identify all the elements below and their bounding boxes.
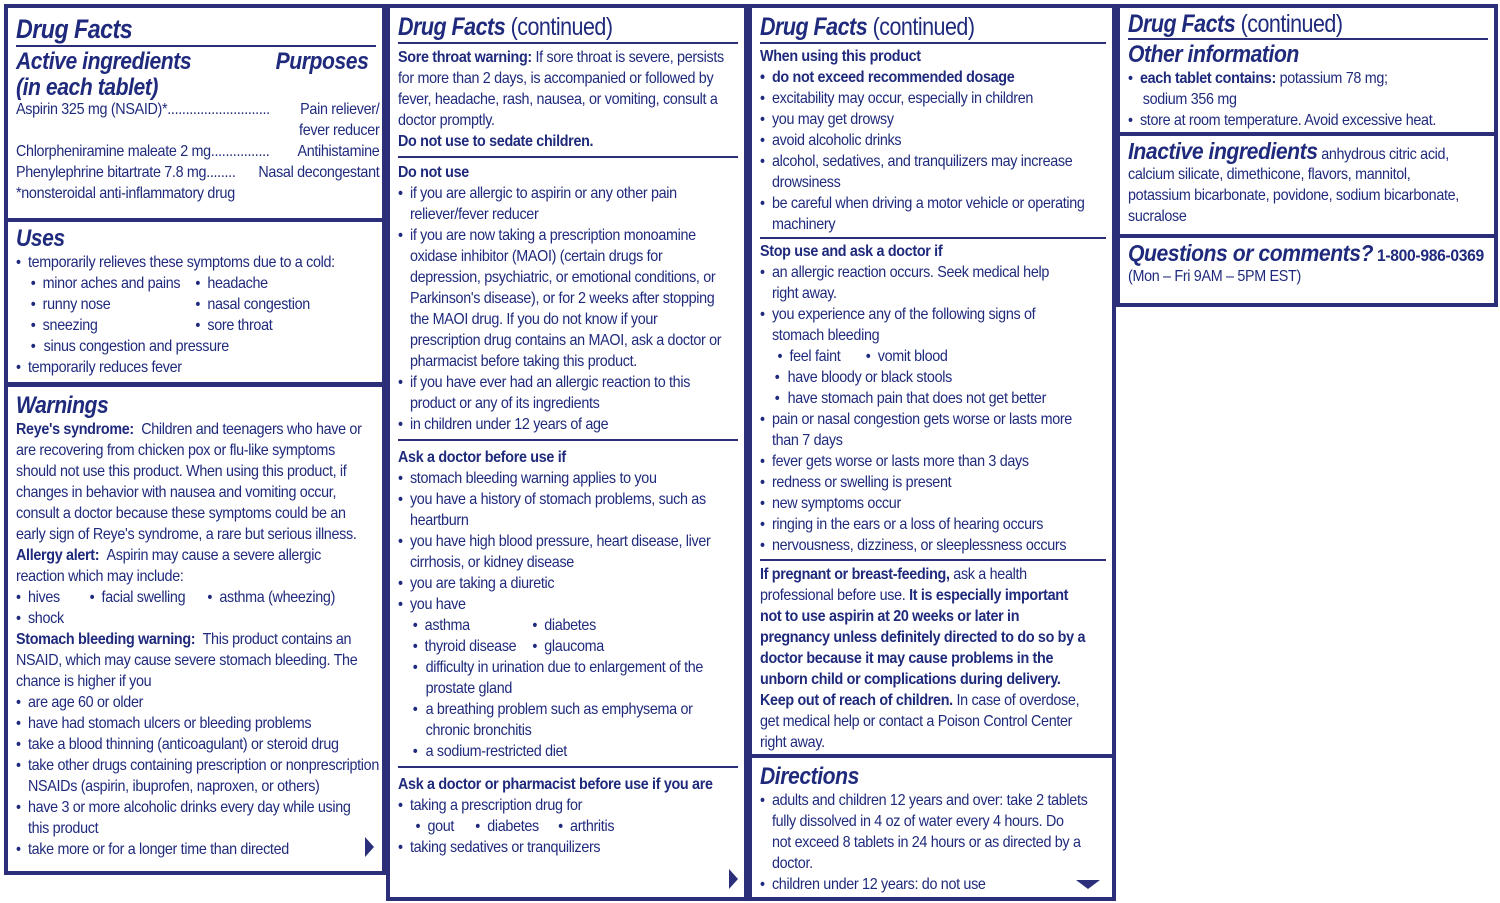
ingredient-name: Chlorpheniramine maleate 2 mg xyxy=(16,143,211,160)
reye-line: consult a doctor because these symptoms could be an xyxy=(16,505,346,522)
potassium-value: potassium 78 mg; xyxy=(1275,70,1388,87)
purposes-heading: Purposes xyxy=(275,48,368,75)
continued-text: (continued) xyxy=(1235,10,1343,38)
ask-doctor-heading: Ask a doctor before use if xyxy=(398,449,566,466)
stop-use-heading: Stop use and ask a doctor if xyxy=(760,243,943,260)
warnings-section xyxy=(8,387,382,871)
do-not-use-item: depression, psychiatric, or emotional conditions, or xyxy=(409,269,716,286)
condition-item: • a sodium-restricted diet xyxy=(398,741,711,762)
reye-line: Children and teenagers who have or xyxy=(141,421,362,438)
ingredient-name: Phenylephrine bitartrate 7.8 mg xyxy=(16,164,207,181)
drug-facts-continued-title xyxy=(398,12,690,42)
sodium-value: sodium 356 mg xyxy=(1142,91,1237,108)
continue-arrow-icon xyxy=(1076,880,1100,889)
stomach-label: Stomach bleeding warning: xyxy=(16,631,196,648)
continued-panel-3 xyxy=(752,8,1112,754)
ingredient-name: Aspirin 325 mg (NSAID)* xyxy=(16,101,168,118)
pregnant-text: ask a health xyxy=(949,566,1027,583)
uses-symptom: • sore throat xyxy=(195,315,272,336)
storage-info: • store at room temperature. Avoid excessive heat. xyxy=(1128,110,1459,131)
directions-heading: Directions xyxy=(760,763,859,790)
stop-use-item: • fever gets worse or lasts more than 3 days xyxy=(760,451,1078,472)
reye-line: early sign of Reye's syndrome, a rare but serious illness. xyxy=(16,526,357,543)
hours: (Mon – Fri 9AM – 5PM EST) xyxy=(1128,268,1301,285)
uses-symptom: • sneezing xyxy=(31,315,98,336)
ask-doctor-list xyxy=(398,468,738,615)
stomach-line: This product contains an xyxy=(202,631,352,648)
uses-row xyxy=(16,294,347,315)
sore-throat-label: Sore throat warning: xyxy=(398,49,532,66)
pregnancy-line: pregnancy unless definitely directed to do so by a xyxy=(760,629,1086,646)
ask-doctor-item: • you have xyxy=(398,594,711,615)
stop-use-item: • you experience any of the following signs of xyxy=(760,304,1078,325)
uses-symptom: • nasal congestion xyxy=(195,294,309,315)
ingredient-purpose: Pain reliever/ xyxy=(300,101,380,118)
allergy-item: • shock xyxy=(16,608,347,629)
stomach-risk-item: • have 3 or more alcoholic drinks every day while using xyxy=(16,797,347,818)
direction-item: doctor. xyxy=(771,855,813,872)
title-text: Drug Facts xyxy=(398,13,506,41)
do-not-use-item: Parkinson's disease), or for 2 weeks after stopping xyxy=(409,290,715,307)
pharm-item: • taking sedatives or tranquilizers xyxy=(398,837,711,858)
active-ingredient-row xyxy=(16,141,379,162)
reye-label: Reye's syndrome: xyxy=(16,421,134,438)
stomach-risk-item: • have had stomach ulcers or bleeding problems xyxy=(16,713,347,734)
stop-use-list xyxy=(760,262,1106,346)
questions-section xyxy=(1120,238,1494,303)
footnote: *nonsteroidal anti-inflammatory drug xyxy=(16,185,235,202)
uses-intro: • temporarily relieves these symptoms due to a cold: xyxy=(16,252,347,273)
condition-item: prostate gland xyxy=(425,680,513,697)
stomach-risk-item: • take more or for a longer time than directed xyxy=(16,839,347,860)
allergy-item: • hives xyxy=(16,587,60,608)
continued-text: (continued) xyxy=(867,13,975,41)
pharm-subitem: • gout xyxy=(415,816,454,837)
stop-use-item: • an allergic reaction occurs. Seek medical help xyxy=(760,262,1078,283)
pharm-subitems xyxy=(398,816,711,837)
pharm-subitem: • arthritis xyxy=(558,816,614,837)
stop-use-item: than 7 days xyxy=(771,432,843,449)
condition-row xyxy=(398,615,711,636)
uses-symptom: • headache xyxy=(195,273,267,294)
title-text: Drug Facts xyxy=(760,13,868,41)
sedate-warning: Do not use to sedate children. xyxy=(398,133,594,150)
leader-dots xyxy=(16,120,299,141)
do-not-use-item: • in children under 12 years of age xyxy=(398,414,711,435)
keep-out-label: Keep out of reach of children. xyxy=(760,692,953,709)
sore-line: fever, headache, rash, nausea, or vomiting, consult a xyxy=(398,91,718,108)
continued-panel-2 xyxy=(390,8,744,897)
ask-doctor-item: cirrhosis, or kidney disease xyxy=(409,554,574,571)
do-not-use-item: prescription drug contains an MAOI, ask a doctor or xyxy=(409,332,722,349)
stomach-risk-item: NSAIDs (aspirin, ibuprofen, naproxen, or others) xyxy=(27,778,320,795)
pregnant-text: professional before use. xyxy=(760,587,910,604)
condition-item: • difficulty in urination due to enlargement of the xyxy=(398,657,711,678)
drug-facts-title: Drug Facts xyxy=(16,14,133,44)
leader-dots: ................ xyxy=(210,143,270,160)
when-using-list xyxy=(760,88,1106,235)
condition-item: • diabetes xyxy=(532,615,596,636)
overdose-text: In case of overdose, xyxy=(952,692,1080,709)
do-not-use-item: • if you are allergic to aspirin or any other pain xyxy=(398,183,711,204)
directions-list xyxy=(760,790,1106,895)
ask-doctor-item: • stomach bleeding warning applies to you xyxy=(398,468,711,489)
uses-section xyxy=(8,222,382,382)
uses-heading: Uses xyxy=(16,225,65,252)
do-not-use-item: • if you have ever had an allergic reaction to this xyxy=(398,372,711,393)
ask-doctor-item: • you have a history of stomach problems, such as xyxy=(398,489,711,510)
ask-doctor-item: • you have high blood pressure, heart disease, liver xyxy=(398,531,711,552)
pregnancy-line: unborn child or complications during delivery. xyxy=(760,671,1061,688)
condition-item: • glaucoma xyxy=(532,636,604,657)
uses-symptom-grid xyxy=(16,273,376,336)
continued-text: (continued) xyxy=(505,13,613,41)
sign-item: • vomit blood xyxy=(866,346,948,367)
reye-text xyxy=(16,440,376,545)
questions-heading: Questions or comments? xyxy=(1128,240,1374,266)
pregnant-bold: It is especially important xyxy=(909,587,1069,604)
when-using-heading: When using this product xyxy=(760,48,921,65)
pregnancy-line: not to use aspirin at 20 weeks or later in xyxy=(760,608,1020,625)
stop-use-item: stomach bleeding xyxy=(771,327,880,344)
stomach-risk-list xyxy=(16,692,379,860)
condition-item: chronic bronchitis xyxy=(425,722,532,739)
stomach-risk-item: • are age 60 or older xyxy=(16,692,347,713)
allergy-label: Allergy alert: xyxy=(16,547,100,564)
uses-row xyxy=(16,273,347,294)
when-using-item: • you may get drowsy xyxy=(760,109,1078,130)
conditions-grid xyxy=(398,615,738,657)
allergy-line: Aspirin may cause a severe allergic xyxy=(106,547,321,564)
drug-facts-continued-title xyxy=(760,12,1058,42)
do-not-use-list xyxy=(398,183,738,435)
condition-item: • asthma xyxy=(413,615,470,636)
ask-doctor-item: • you are taking a diuretic xyxy=(398,573,711,594)
sign-item: • have bloody or black stools xyxy=(760,367,1078,388)
uses-fever: • temporarily reduces fever xyxy=(16,357,347,378)
when-using-item: • be careful when driving a motor vehicle or operating xyxy=(760,193,1078,214)
per-tablet-heading: (in each tablet) xyxy=(16,74,158,101)
reye-line: are recovering from chicken pox or flu-like symptoms xyxy=(16,442,335,459)
when-using-item: • avoid alcoholic drinks xyxy=(760,130,1078,151)
do-not-use-item: pharmacist before taking this product. xyxy=(409,353,637,370)
tablet-contains-label: each tablet contains: xyxy=(1139,70,1276,87)
condition-item: • a breathing problem such as emphysema or xyxy=(398,699,711,720)
stomach-line: chance is higher if you xyxy=(16,673,152,690)
stop-use-item: • ringing in the ears or a loss of hearing occurs xyxy=(760,514,1078,535)
ask-doctor-item: heartburn xyxy=(409,512,469,529)
condition-item: • thyroid disease xyxy=(413,636,517,657)
leader-dots: ........ xyxy=(206,164,236,181)
do-not-use-item: oxidase inhibitor (MAOI) (certain drugs for xyxy=(409,248,663,265)
do-not-use-item: • if you are now taking a prescription monoamine xyxy=(398,225,711,246)
pregnancy-warning xyxy=(760,606,1106,690)
uses-symptom: • runny nose xyxy=(31,294,111,315)
active-ingredients-section xyxy=(8,8,382,218)
active-ingredient-row xyxy=(16,99,379,120)
direction-item: • children under 12 years: do not use xyxy=(760,874,1078,895)
drug-facts-continued-title xyxy=(1128,10,1438,38)
condition-row xyxy=(398,636,711,657)
ingredient-purpose: Antihistamine xyxy=(297,143,380,160)
allergy-item: • facial swelling xyxy=(90,587,186,608)
do-not-use-heading: Do not use xyxy=(398,164,469,181)
stomach-risk-item: • take other drugs containing prescription or nonprescription xyxy=(16,755,347,776)
stomach-risk-item: this product xyxy=(27,820,99,837)
stop-use-item: • new symptoms occur xyxy=(760,493,1078,514)
allergy-items xyxy=(16,587,347,608)
directions-section xyxy=(752,758,1112,897)
continue-arrow-icon xyxy=(365,837,374,857)
other-information-heading: Other information xyxy=(1128,41,1299,68)
when-using-item: • alcohol, sedatives, and tranquilizers may increase xyxy=(760,151,1078,172)
overdose-line: right away. xyxy=(760,734,825,751)
title-text: Drug Facts xyxy=(1128,10,1236,38)
when-item-bold: • do not exceed recommended dosage xyxy=(760,67,1078,88)
continue-arrow-icon xyxy=(729,869,738,889)
bleeding-signs xyxy=(760,346,1078,367)
direction-item: fully dissolved in 4 oz of water every 4 hours. Do xyxy=(771,813,1064,830)
other-information-section xyxy=(1120,8,1494,132)
inactive-line: potassium bicarbonate, povidone, sodium bicarbonate, xyxy=(1128,187,1459,204)
ask-pharmacist-heading: Ask a doctor or pharmacist before use if you are xyxy=(398,776,713,793)
sign-item: • have stomach pain that does not get better xyxy=(760,388,1078,409)
active-ingredient-row xyxy=(16,120,379,141)
inactive-ingredients-section xyxy=(1120,136,1494,234)
sign-item: • feel faint xyxy=(777,346,840,367)
bleeding-signs-list xyxy=(760,367,1106,409)
uses-row xyxy=(16,315,347,336)
warnings-heading: Warnings xyxy=(16,392,109,419)
stop-use-item: • redness or swelling is present xyxy=(760,472,1078,493)
uses-sinus: • sinus congestion and pressure xyxy=(16,336,347,357)
stop-use-item: right away. xyxy=(771,285,837,302)
direction-item: not exceed 8 tablets in 24 hours or as directed by a xyxy=(771,834,1081,851)
ingredient-purpose: fever reducer xyxy=(299,122,380,139)
active-ingredients-heading: Active ingredients xyxy=(16,48,192,75)
stop-use-item: • pain or nasal congestion gets worse or lasts more xyxy=(760,409,1078,430)
inactive-first: anhydrous citric acid, xyxy=(1317,146,1449,163)
stop-use-list-more xyxy=(760,409,1106,556)
inactive-ingredients-heading: Inactive ingredients xyxy=(1128,138,1318,164)
reye-line: should not use this product. When using this product, if xyxy=(16,463,347,480)
pharm-item: • taking a prescription drug for xyxy=(398,795,711,816)
conditions-list xyxy=(398,657,738,762)
direction-item: • adults and children 12 years and over: take 2 tablets xyxy=(760,790,1078,811)
do-not-use-item: product or any of its ingredients xyxy=(409,395,600,412)
phone-number: 1-800-986-0369 xyxy=(1373,246,1484,265)
pharm-subitem: • diabetes xyxy=(475,816,539,837)
when-using-item: • excitability may occur, especially in children xyxy=(760,88,1078,109)
reye-line: changes in behavior with nausea and vomiting occur, xyxy=(16,484,337,501)
stomach-risk-item: • take a blood thinning (anticoagulant) or steroid drug xyxy=(16,734,347,755)
overdose-line: get medical help or contact a Poison Control Center xyxy=(760,713,1073,730)
do-not-use-item: the MAOI drug. If you do not know if your xyxy=(409,311,658,328)
pregnant-label: If pregnant or breast-feeding, xyxy=(760,566,950,583)
when-using-item: drowsiness xyxy=(771,174,841,191)
sore-line: for more than 2 days, is accompanied or followed by xyxy=(398,70,714,87)
inactive-line: sucralose xyxy=(1128,208,1187,225)
sore-line: doctor promptly. xyxy=(398,112,495,129)
active-ingredient-list xyxy=(16,99,380,183)
inactive-line: calcium silicate, dimethicone, flavors, mannitol, xyxy=(1128,166,1411,183)
pregnancy-line: doctor because it may cause problems in the xyxy=(760,650,1054,667)
allergy-line: reaction which may include: xyxy=(16,568,184,585)
sore-line: If sore throat is severe, persists xyxy=(535,49,724,66)
do-not-use-item: reliever/fever reducer xyxy=(409,206,539,223)
active-ingredient-row xyxy=(16,162,379,183)
stop-use-item: • nervousness, dizziness, or sleeplessness occurs xyxy=(760,535,1078,556)
ingredient-purpose: Nasal decongestant xyxy=(258,164,380,181)
allergy-item: • asthma (wheezing) xyxy=(207,587,335,608)
stomach-line: NSAID, which may cause severe stomach bleeding. The xyxy=(16,652,358,669)
uses-symptom: • minor aches and pains xyxy=(31,273,181,294)
leader-dots: ............................ xyxy=(167,101,270,118)
when-using-item: machinery xyxy=(771,216,836,233)
